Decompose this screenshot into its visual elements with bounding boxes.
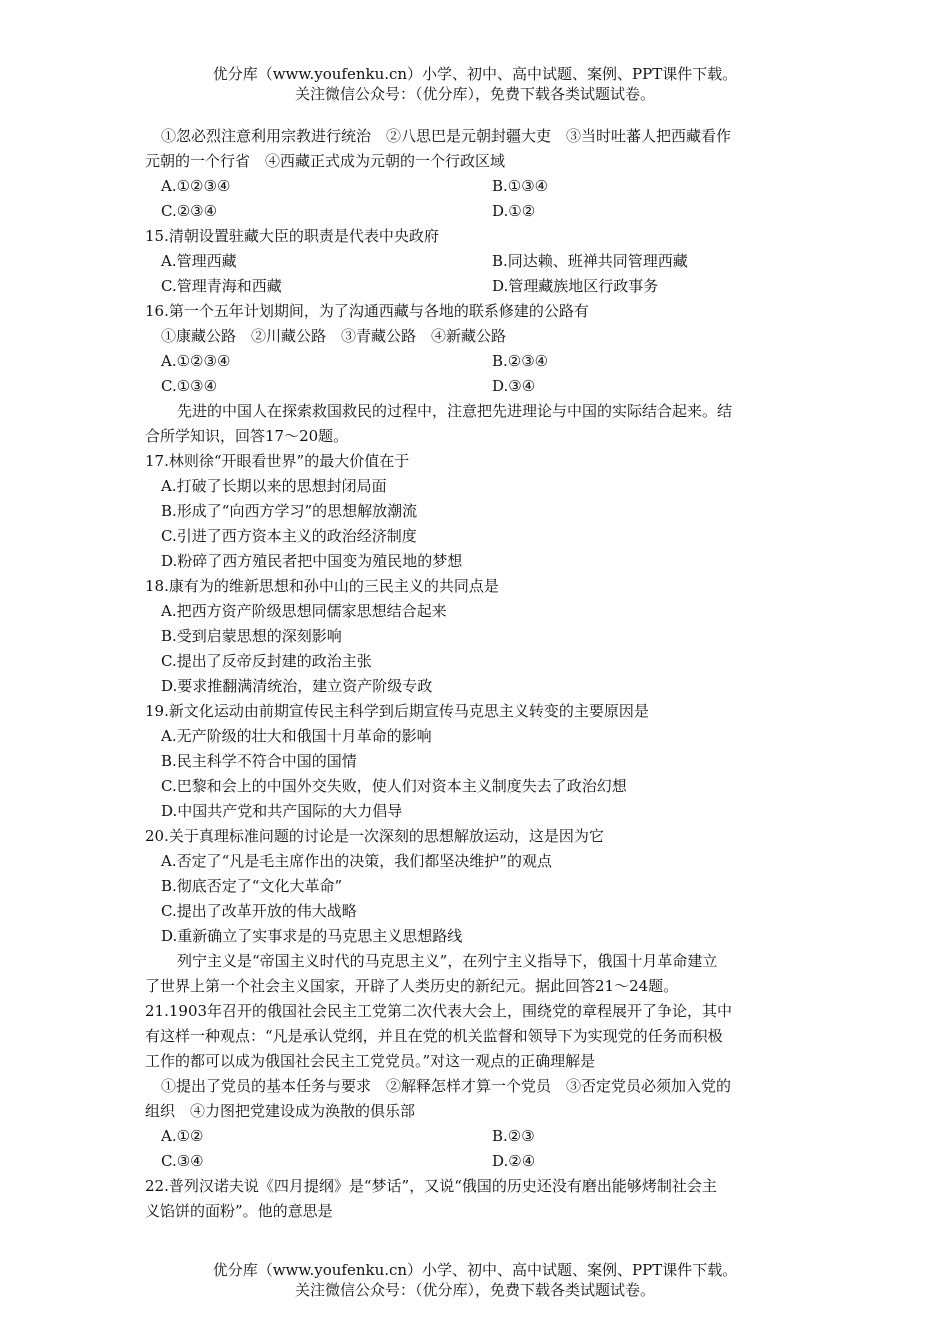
q16-option-d: D.③④ <box>492 377 536 395</box>
footer-line-1: 优分库（www.youfenku.cn）小学、初中、高中试题、案例、PPT课件下载。 <box>212 1261 738 1279</box>
q20-option-d: D.重新确立了实事求是的马克思主义思想路线 <box>161 927 463 945</box>
q15-options-row-1 <box>145 249 810 274</box>
q19-option-a: A.无产阶级的壮大和俄国十月革命的影响 <box>161 727 432 745</box>
intro-21-24-line-2: 了世界上第一个社会主义国家，开辟了人类历史的新纪元。据此回答21～24题。 <box>145 977 679 995</box>
q22-stem-line-1: 22.普列汉诺夫说《四月提纲》是“梦话”，又说“俄国的历史还没有磨出能够烤制社会主 <box>145 1177 717 1195</box>
q15-option-b: B.同达赖、班禅共同管理西藏 <box>492 252 688 270</box>
q14-option-c: C.②③④ <box>161 202 218 220</box>
q17-option-b: B.形成了“向西方学习”的思想解放潮流 <box>161 502 418 520</box>
q20-option-c: C.提出了改革开放的伟大战略 <box>161 902 357 920</box>
q18-stem: 18.康有为的维新思想和孙中山的三民主义的共同点是 <box>145 577 499 595</box>
q14-statements-line-2: 元朝的一个行省 ④西藏正式成为元朝的一个行政区域 <box>145 152 506 170</box>
q21-stem-line-2: 有这样一种观点：“凡是承认党纲，并且在党的机关监督和领导下为实现党的任务而积极 <box>145 1027 723 1045</box>
q21-option-a: A.①② <box>161 1127 204 1145</box>
q18-option-b: B.受到启蒙思想的深刻影响 <box>161 627 342 645</box>
q21-option-d: D.②④ <box>492 1152 536 1170</box>
q16-option-a: A.①②③④ <box>161 352 231 370</box>
q14-option-b: B.①③④ <box>492 177 549 195</box>
q14-options-row-1 <box>145 174 810 199</box>
q19-option-b: B.民主科学不符合中国的国情 <box>161 752 357 770</box>
q16-options-row-1 <box>145 349 810 374</box>
q20-option-b: B.彻底否定了“文化大革命” <box>161 877 343 895</box>
q16-stem: 16.第一个五年计划期间，为了沟通西藏与各地的联系修建的公路有 <box>145 302 589 320</box>
footer-line-2: 关注微信公众号：（优分库），免费下载各类试题试卷。 <box>294 1281 655 1299</box>
q18-option-d: D.要求推翻满清统治，建立资产阶级专政 <box>161 677 433 695</box>
intro-17-20-line-1: 先进的中国人在探索救国救民的过程中，注意把先进理论与中国的实际结合起来。结 <box>177 402 733 420</box>
q18-option-c: C.提出了反帝反封建的政治主张 <box>161 652 372 670</box>
page-footer <box>0 1260 950 1300</box>
q21-options-row-1 <box>145 1124 810 1149</box>
q16-options-row-2 <box>145 374 810 399</box>
q21-statements-line-1: ①提出了党员的基本任务与要求 ②解释怎样才算一个党员 ③否定党员必须加入党的 <box>161 1077 732 1095</box>
q22-stem-line-2: 义馅饼的面粉”。他的意思是 <box>145 1202 333 1220</box>
exam-content <box>145 124 810 1224</box>
q17-option-c: C.引进了西方资本主义的政治经济制度 <box>161 527 417 545</box>
intro-21-24-line-1: 列宁主义是“帝国主义时代的马克思主义”，在列宁主义指导下，俄国十月革命建立 <box>177 952 718 970</box>
q15-option-c: C.管理青海和西藏 <box>161 277 282 295</box>
q17-stem: 17.林则徐“开眼看世界”的最大价值在于 <box>145 452 410 470</box>
header-line-1: 优分库（www.youfenku.cn）小学、初中、高中试题、案例、PPT课件下载。 <box>212 65 738 83</box>
q14-statements-line-1: ①忽必烈注意利用宗教进行统治 ②八思巴是元朝封疆大吏 ③当时吐蕃人把西藏看作 <box>161 127 732 145</box>
q19-option-c: C.巴黎和会上的中国外交失败，使人们对资本主义制度失去了政治幻想 <box>161 777 627 795</box>
header-line-2: 关注微信公众号：（优分库），免费下载各类试题试卷。 <box>294 85 655 103</box>
q15-stem: 15.清朝设置驻藏大臣的职责是代表中央政府 <box>145 227 439 245</box>
q19-option-d: D.中国共产党和共产国际的大力倡导 <box>161 802 403 820</box>
intro-17-20-line-2: 合所学知识，回答17～20题。 <box>145 427 349 445</box>
q15-option-a: A.管理西藏 <box>161 252 237 270</box>
q14-option-a: A.①②③④ <box>161 177 231 195</box>
q20-option-a: A.否定了“凡是毛主席作出的决策，我们都坚决维护”的观点 <box>161 852 552 870</box>
q17-option-d: D.粉碎了西方殖民者把中国变为殖民地的梦想 <box>161 552 463 570</box>
q21-stem-line-3: 工作的都可以成为俄国社会民主工党党员。”对这一观点的正确理解是 <box>145 1052 596 1070</box>
q14-option-d: D.①② <box>492 202 536 220</box>
q16-statements: ①康藏公路 ②川藏公路 ③青藏公路 ④新藏公路 <box>161 327 507 345</box>
q18-option-a: A.把西方资产阶级思想同儒家思想结合起来 <box>161 602 447 620</box>
q20-stem: 20.关于真理标准问题的讨论是一次深刻的思想解放运动，这是因为它 <box>145 827 604 845</box>
q15-option-d: D.管理藏族地区行政事务 <box>492 277 659 295</box>
q16-option-c: C.①③④ <box>161 377 218 395</box>
q21-stem-line-1: 21.1903年召开的俄国社会民主工党第二次代表大会上，围绕党的章程展开了争论，其中 <box>145 1002 733 1020</box>
q21-option-c: C.③④ <box>161 1152 204 1170</box>
q21-statements-line-2: 组织 ④力图把党建设成为涣散的俱乐部 <box>145 1102 416 1120</box>
q21-option-b: B.②③ <box>492 1127 535 1145</box>
q16-option-b: B.②③④ <box>492 352 549 370</box>
q19-stem: 19.新文化运动由前期宣传民主科学到后期宣传马克思主义转变的主要原因是 <box>145 702 649 720</box>
q17-option-a: A.打破了长期以来的思想封闭局面 <box>161 477 387 495</box>
page-header <box>0 64 950 104</box>
q15-options-row-2 <box>145 274 810 299</box>
q21-options-row-2 <box>145 1149 810 1174</box>
q14-options-row-2 <box>145 199 810 224</box>
